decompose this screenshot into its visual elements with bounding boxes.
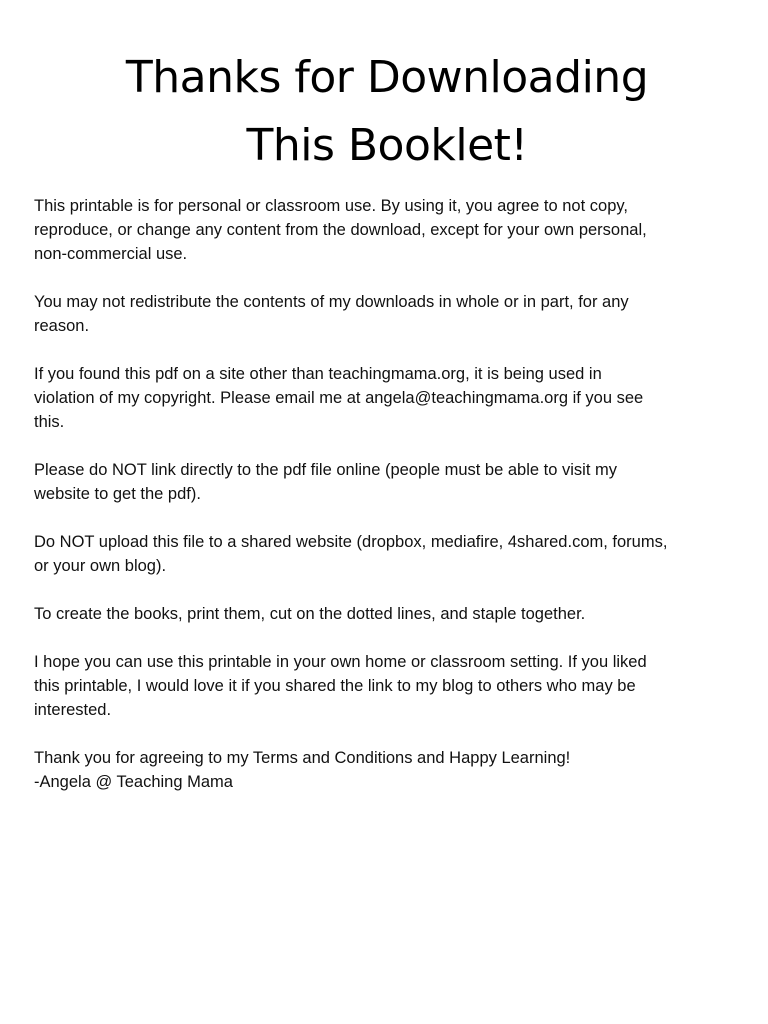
paragraph-copyright: If you found this pdf on a site other than teachingmama.org, it is being used in violation of my copyright. Please email me at angela@teachingmama.org if you see this. xyxy=(34,365,644,431)
paragraph-uploading: Do NOT upload this file to a shared website (dropbox, mediafire, 4shared.com, forums, or your own blog). xyxy=(34,533,668,575)
terms-body xyxy=(34,194,740,794)
title-line-1: Thanks for Downloading xyxy=(125,52,649,103)
closing-signature: -Angela @ Teaching Mama xyxy=(34,773,233,791)
closing-thanks: Thank you for agreeing to my Terms and Conditions and Happy Learning! xyxy=(34,749,571,767)
paragraph-linking: Please do NOT link directly to the pdf file online (people must be able to visit my website to get the pdf). xyxy=(34,461,617,503)
paragraph-redistribution: You may not redistribute the contents of my downloads in whole or in part, for any reason. xyxy=(34,293,629,335)
page-title xyxy=(34,0,740,180)
paragraph-sharing: I hope you can use this printable in your own home or classroom setting. If you liked this printable, I would love it if you shared the link to my blog to others who may be interested. xyxy=(34,653,647,719)
title-line-2: This Booklet! xyxy=(246,120,528,171)
paragraph-usage-terms: This printable is for personal or classroom use. By using it, you agree to not copy, reproduce, or change any content from the download, except for your own personal, non-commercial use. xyxy=(34,197,647,263)
paragraph-instructions: To create the books, print them, cut on the dotted lines, and staple together. xyxy=(34,605,586,623)
